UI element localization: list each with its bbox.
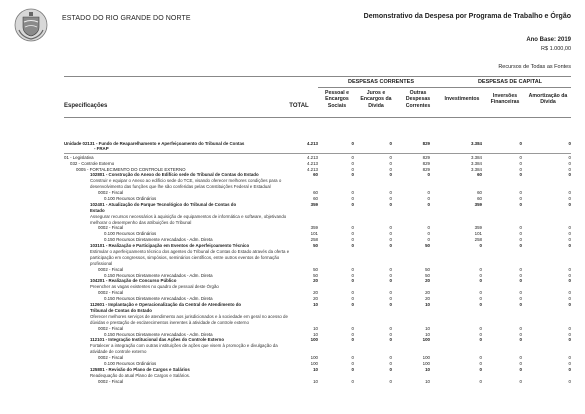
row-value: 0: [427, 231, 430, 237]
state-coat-of-arms-icon: [14, 8, 48, 42]
row-label: Preencher as vagas existentes no quadro de pessoal deste Órgão: [90, 284, 219, 290]
row-value: 0: [568, 237, 571, 243]
row-value: 100: [422, 360, 430, 366]
row-value: 0: [351, 160, 354, 166]
row-value: 0: [519, 172, 522, 178]
funding-sources: Recursos de Todas as Fontes: [498, 64, 571, 70]
row-value: 20: [425, 296, 430, 302]
row-value: 0: [519, 231, 522, 237]
row-value: 10: [313, 302, 318, 308]
row-value: 3.384: [471, 160, 482, 166]
row-value: 4.213: [307, 166, 318, 172]
row-value: 0: [568, 290, 571, 296]
row-value: 0: [568, 296, 571, 302]
row-value: 0: [568, 378, 571, 384]
row-value: 0: [568, 366, 571, 372]
row-value: 0: [568, 141, 571, 146]
state-name: ESTADO DO RIO GRANDE DO NORTE: [62, 15, 191, 22]
row-label: 0.150 Recursos Diretamente Arrecadados - Adm. Direta: [104, 296, 213, 302]
row-label: 0002 - Fiscal: [98, 290, 124, 296]
row-value: 20: [425, 290, 430, 296]
row-value: 0: [519, 201, 522, 207]
row-value: 359: [474, 225, 482, 231]
row-value: 0: [519, 225, 522, 231]
row-label: 0.150 Recursos Diretamente Arrecadados - Adm. Direta: [104, 331, 213, 337]
row-label: melhorar o desempenho das atribuições do Tribunal: [90, 219, 192, 225]
header-total: TOTAL: [289, 103, 309, 109]
row-value: 10: [425, 331, 430, 337]
row-value: 0: [568, 196, 571, 202]
row-value: 10: [425, 366, 430, 372]
row-value: 0: [519, 296, 522, 302]
row-value: 3.384: [471, 141, 482, 146]
row-label: Fortalecer a integração com outras instituições de ações que visem à promoção e divulgação da: [90, 343, 278, 349]
row-value: 0: [389, 325, 392, 331]
row-value: 0: [568, 302, 571, 308]
row-value: 0: [389, 360, 392, 366]
row-value: 0: [389, 154, 392, 160]
row-value: 0: [351, 296, 354, 302]
row-value: 0: [568, 243, 571, 249]
row-value: 0: [568, 160, 571, 166]
row-value: 0: [479, 278, 482, 284]
row-value: 0: [351, 225, 354, 231]
row-value: 829: [422, 154, 430, 160]
row-value: 0: [427, 196, 430, 202]
row-label: Readequação do atual Plano de Cargos e Salários.: [90, 372, 191, 378]
row-value: 100: [422, 355, 430, 361]
row-value: 0: [389, 196, 392, 202]
row-value: 0: [479, 366, 482, 372]
row-value: 0: [568, 337, 571, 343]
row-value: 0: [351, 196, 354, 202]
row-value: 0: [389, 166, 392, 172]
row-value: 10: [425, 302, 430, 308]
row-label: 112101 - Integração Institucional das Ações do Controle Externo: [90, 337, 225, 343]
header-other-current: Outras Despesas Correntes: [405, 90, 431, 109]
row-label: - FRAP: [94, 145, 109, 151]
row-value: 258: [310, 237, 318, 243]
row-value: 0: [389, 266, 392, 272]
row-label: 102401 - Atualização do Parque Tecnológico do Tribunal de Contas do: [90, 201, 237, 207]
row-value: 0: [389, 290, 392, 296]
row-value: 0: [351, 141, 354, 146]
row-label: participação em congressos, simpósios, seminários científicos, entre outros eventos de formação: [90, 254, 280, 260]
row-value: 0: [519, 266, 522, 272]
row-value: 0: [351, 325, 354, 331]
row-value: 50: [425, 272, 430, 278]
row-value: 0: [568, 231, 571, 237]
row-value: 0: [519, 366, 522, 372]
row-value: 0: [351, 243, 354, 249]
row-value: 0: [519, 166, 522, 172]
row-value: 0: [568, 360, 571, 366]
row-value: 0: [389, 366, 392, 372]
row-value: 10: [425, 378, 430, 384]
row-label: atividade de controle externo: [90, 349, 147, 355]
row-label: 01 - Legislativa: [64, 154, 94, 160]
row-value: 20: [313, 278, 318, 284]
row-value: 0: [351, 272, 354, 278]
row-label: 0.100 Recursos Ordinários: [104, 231, 157, 237]
row-value: 100: [310, 360, 318, 366]
row-label: Estimular o aperfeiçoamento técnico dos agentes do Tribunal de Contas do Estado através da oferta e: [90, 249, 290, 255]
row-value: 100: [310, 355, 318, 361]
row-value: 0: [568, 331, 571, 337]
row-value: 0: [568, 266, 571, 272]
row-value: 0: [389, 355, 392, 361]
row-value: 0: [479, 296, 482, 302]
row-value: 0: [427, 237, 430, 243]
row-value: 0: [351, 166, 354, 172]
table-row: [64, 379, 571, 385]
report-title: Demonstrativo da Despesa por Programa de Trabalho e Órgão: [363, 13, 571, 20]
row-label: 103101 - Realização e Participação em Eventos de Aperfeiçoamento Técnico: [90, 243, 250, 249]
row-value: 0: [351, 355, 354, 361]
row-value: 10: [425, 325, 430, 331]
header-amortization: Amortização da Dívida: [528, 93, 568, 106]
header-specifications: Especificações: [64, 103, 108, 109]
row-value: 0: [568, 272, 571, 278]
row-value: 50: [313, 243, 318, 249]
row-value: 0: [351, 266, 354, 272]
row-label: 0.100 Recursos Ordinários: [104, 196, 157, 202]
row-value: 0: [568, 190, 571, 196]
row-value: 60: [313, 196, 318, 202]
header-investments: Investimentos: [444, 96, 480, 102]
table-row: [64, 146, 571, 152]
row-value: 0: [519, 160, 522, 166]
row-value: 0: [389, 302, 392, 308]
row-value: 0: [479, 243, 482, 249]
group-current-expenses: DESPESAS CORRENTES: [347, 79, 414, 85]
row-value: 0: [351, 337, 354, 343]
row-value: 50: [313, 272, 318, 278]
row-value: 0: [519, 154, 522, 160]
row-value: 60: [477, 190, 482, 196]
row-label: 0002 - Fiscal: [98, 225, 124, 231]
row-value: 101: [310, 231, 318, 237]
row-value: 0: [389, 378, 392, 384]
row-label: 0002 - Fiscal: [98, 266, 124, 272]
row-value: 0: [389, 331, 392, 337]
row-value: 0: [479, 360, 482, 366]
row-value: 0: [568, 325, 571, 331]
row-value: 0: [568, 172, 571, 178]
row-label: profissional: [90, 260, 113, 266]
row-value: 0: [479, 272, 482, 278]
row-value: 359: [474, 201, 482, 207]
row-value: 0: [427, 172, 430, 178]
currency-unit: R$ 1.000,00: [541, 46, 571, 52]
row-value: 0: [389, 337, 392, 343]
group-divider: [318, 87, 571, 88]
row-value: 0: [479, 290, 482, 296]
row-label: 104201 - Realização de Concurso Público: [90, 278, 177, 284]
row-value: 10: [313, 378, 318, 384]
row-label: Tribunal de Contas do Estado: [90, 307, 152, 313]
row-value: 0: [519, 141, 522, 146]
row-value: 0: [351, 378, 354, 384]
row-label: Oferecer melhores serviços de atendimento aos jurisdicionados e à sociedade em geral no acesso de: [90, 313, 288, 319]
row-value: 0: [479, 266, 482, 272]
row-label: 0002 - Fiscal: [98, 355, 124, 361]
row-value: 0: [519, 290, 522, 296]
row-value: 0: [519, 190, 522, 196]
row-value: 60: [313, 172, 318, 178]
row-value: 0: [519, 355, 522, 361]
row-value: 0: [568, 225, 571, 231]
row-value: 0: [389, 231, 392, 237]
row-value: 0: [351, 172, 354, 178]
row-value: 0: [519, 325, 522, 331]
row-value: 10: [313, 331, 318, 337]
row-value: 0: [519, 360, 522, 366]
row-value: 0: [389, 172, 392, 178]
row-value: 0: [519, 196, 522, 202]
row-value: 0: [479, 337, 482, 343]
row-value: 0: [351, 231, 354, 237]
row-label: 0.100 Recursos Ordinários: [104, 360, 157, 366]
row-value: 829: [422, 141, 430, 146]
row-value: 100: [310, 337, 318, 343]
row-value: 50: [313, 266, 318, 272]
row-value: 0: [427, 225, 430, 231]
row-value: 0: [351, 366, 354, 372]
header-financial-investments: Inversões Financeiras: [490, 93, 520, 106]
row-value: 829: [422, 160, 430, 166]
row-value: 50: [425, 243, 430, 249]
row-value: 359: [310, 225, 318, 231]
row-value: 0: [427, 190, 430, 196]
row-label: 032 - Controle Externo: [70, 160, 115, 166]
table-header-divider: [64, 117, 571, 118]
row-value: 10: [313, 325, 318, 331]
row-label: 0.150 Recursos Diretamente Arrecadados - Adm. Direta: [104, 272, 213, 278]
group-capital-expenses: DESPESAS DE CAPITAL: [477, 79, 543, 85]
row-value: 0: [389, 278, 392, 284]
row-value: 0: [519, 331, 522, 337]
row-label: 0002 - Fiscal: [98, 378, 124, 384]
row-value: 101: [474, 231, 482, 237]
row-value: 359: [310, 201, 318, 207]
row-value: 0: [389, 225, 392, 231]
row-value: 0: [479, 331, 482, 337]
row-label: 102801 - Construção do Anexo do Edifício sede do Tribunal de Contas do Estado: [90, 172, 259, 178]
row-value: 829: [422, 166, 430, 172]
budget-table: [64, 141, 571, 385]
row-value: 0: [568, 355, 571, 361]
row-value: 0: [519, 243, 522, 249]
row-value: 0: [389, 201, 392, 207]
row-value: 50: [425, 266, 430, 272]
row-value: 0: [427, 201, 430, 207]
row-label: Unidade 02131 - Fundo de Reaparelhamento e Aperfeiçoamento do Tribunal de Contas: [64, 141, 245, 146]
row-label: Assegurar recursos necessários à aquisição de equipamentos de informática e software, objetivando: [90, 213, 287, 219]
row-value: 0: [351, 201, 354, 207]
row-value: 0: [351, 278, 354, 284]
row-value: 0: [568, 201, 571, 207]
header-divider: [64, 76, 571, 77]
row-value: 4.213: [307, 160, 318, 166]
base-year: Ano Base: 2019: [526, 37, 571, 43]
row-value: 0: [519, 378, 522, 384]
row-value: 0: [519, 237, 522, 243]
row-value: 0: [479, 355, 482, 361]
row-value: 0: [351, 290, 354, 296]
row-value: 0: [351, 237, 354, 243]
row-label: dúvidas e prestação de esclarecimentos inerentes à atividade de controle externo: [90, 319, 249, 325]
row-value: 10: [313, 366, 318, 372]
unit-divider: [64, 153, 571, 154]
row-value: 0: [389, 141, 392, 146]
row-value: 0: [479, 325, 482, 331]
row-label: Estado: [90, 207, 105, 213]
row-value: 60: [313, 190, 318, 196]
row-label: 0002 - Fiscal: [98, 190, 124, 196]
row-value: 0: [479, 302, 482, 308]
row-value: 0: [351, 154, 354, 160]
row-value: 0: [351, 360, 354, 366]
row-label: 0.150 Recursos Diretamente Arrecadados - Adm. Direta: [104, 237, 213, 243]
row-value: 0: [519, 278, 522, 284]
row-value: 0: [389, 237, 392, 243]
row-value: 0: [519, 337, 522, 343]
row-label: 0005 - FORTALECIMENTO DO CONTROLE EXTERNO: [76, 166, 186, 172]
row-value: 0: [568, 154, 571, 160]
row-value: 4.213: [307, 154, 318, 160]
row-value: 0: [519, 302, 522, 308]
row-value: 0: [568, 278, 571, 284]
header-interest: Juros e Encargos da Dívida: [360, 90, 392, 109]
row-value: 3.384: [471, 166, 482, 172]
row-value: 0: [389, 296, 392, 302]
row-value: 100: [422, 337, 430, 343]
row-value: 0: [389, 272, 392, 278]
row-label: desenvolvimento das funções que lhe são conferidas pelas Constituições Federal e Estadual: [90, 184, 271, 190]
row-value: 0: [351, 302, 354, 308]
row-label: Construir e equipar o Anexo ao edifício sede do TCE, visando oferecer melhores condições para o: [90, 178, 282, 184]
row-value: 0: [351, 190, 354, 196]
row-label: 112601 - Implantação e Operacionalização da Central de Atendimento do: [90, 302, 242, 308]
row-label: 0002 - Fiscal: [98, 325, 124, 331]
row-value: 60: [477, 172, 482, 178]
row-value: 0: [479, 378, 482, 384]
row-value: 0: [351, 331, 354, 337]
row-value: 4.213: [307, 141, 318, 146]
row-value: 20: [425, 278, 430, 284]
row-value: 0: [389, 190, 392, 196]
row-label: 125801 - Revisão do Plano de Cargos e Salários: [90, 366, 190, 372]
row-value: 20: [313, 296, 318, 302]
row-value: 258: [474, 237, 482, 243]
header-personnel: Pessoal e Encargos Sociais: [325, 90, 349, 109]
row-value: 0: [519, 272, 522, 278]
row-value: 0: [389, 243, 392, 249]
row-value: 3.384: [471, 154, 482, 160]
row-value: 0: [568, 166, 571, 172]
row-value: 0: [389, 160, 392, 166]
row-value: 60: [477, 196, 482, 202]
row-value: 20: [313, 290, 318, 296]
